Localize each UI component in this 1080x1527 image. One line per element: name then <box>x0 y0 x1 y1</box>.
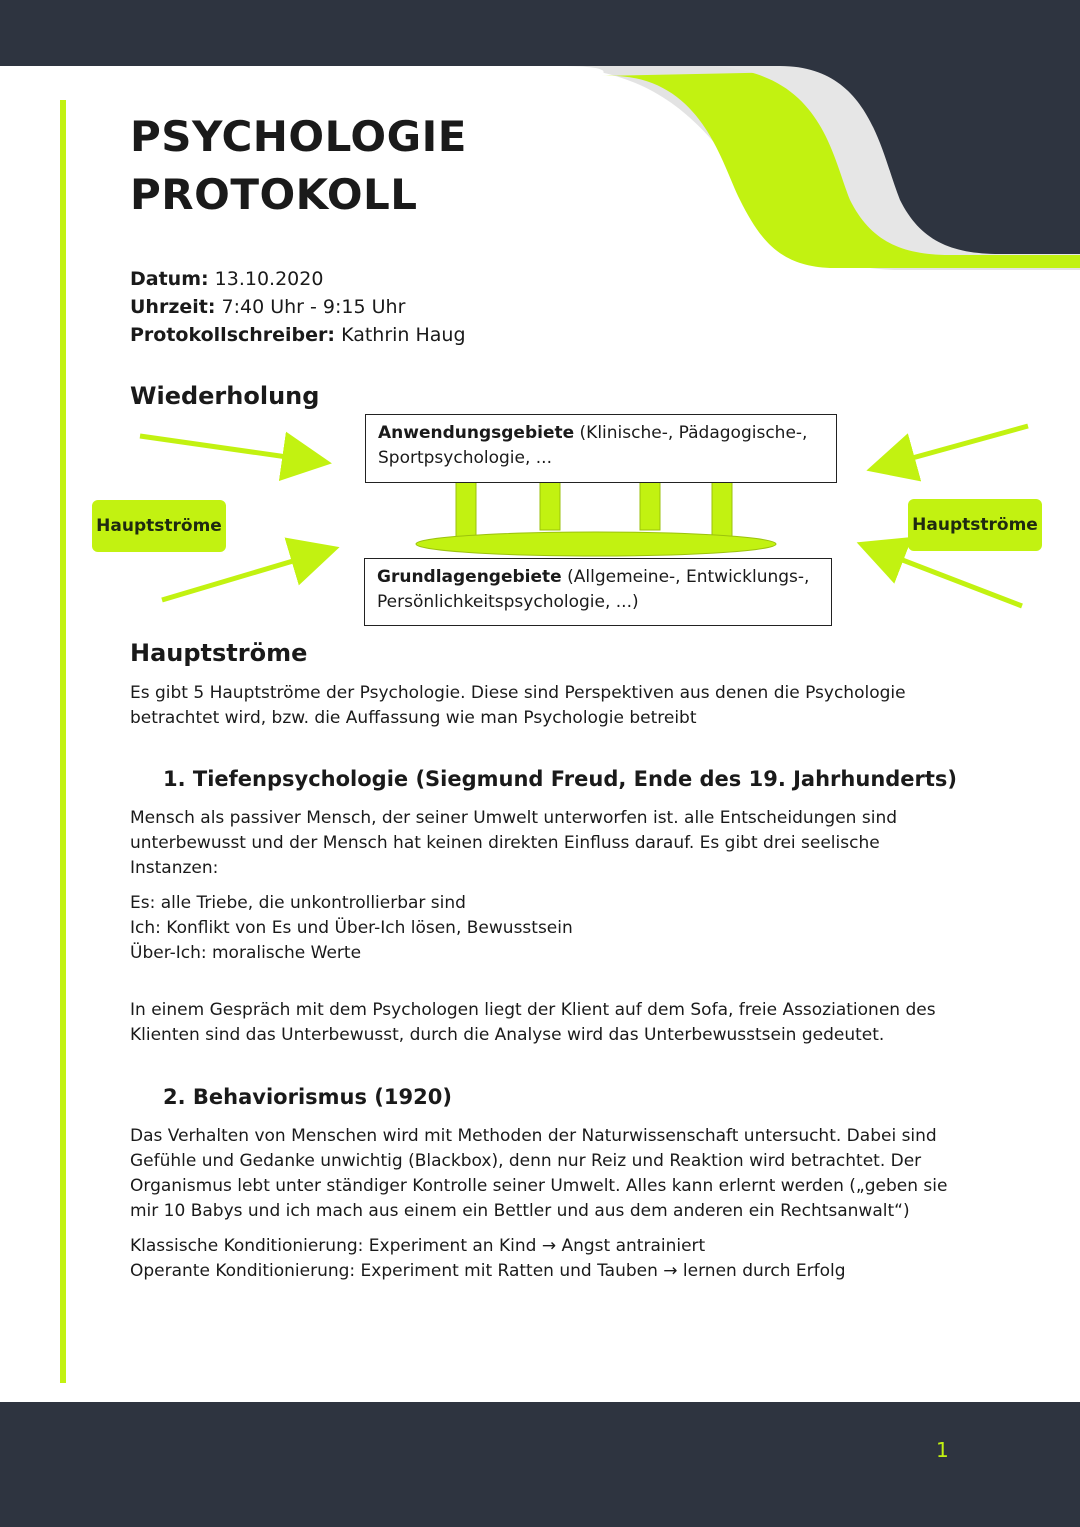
grundlagengebiete-box <box>364 558 832 626</box>
writer-row <box>130 321 466 349</box>
s1-p1-line-3: Instanzen: <box>130 858 219 878</box>
date-value: 13.10.2020 <box>214 268 324 290</box>
base-platform <box>416 532 776 556</box>
writer-label: Protokollschreiber: <box>130 324 336 346</box>
grundlagengebiete-label: Grundlagengebiete <box>377 567 562 587</box>
meta-block <box>130 265 466 349</box>
s2-p1-line-2: Gefühle und Gedanke unwichtig (Blackbox), denn nur Reiz und Reaktion wird betrachtet. Der <box>130 1151 922 1171</box>
time-value: 7:40 Uhr - 9:15 Uhr <box>221 296 406 318</box>
hauptstroeme-right-label: Hauptströme <box>908 499 1042 551</box>
wiederholung-heading: Wiederholung <box>130 382 320 410</box>
page-number: 1 <box>936 1438 949 1462</box>
arrow-bottom-right <box>866 546 1022 606</box>
anwendungsgebiete-detail-2: Sportpsychologie, ... <box>378 448 552 468</box>
arrow-top-right <box>876 426 1028 468</box>
s2-p1-line-4: mir 10 Babys und ich mach aus einem ein Bettler und aus dem anderen ein Rechtsanwalt“) <box>130 1201 910 1221</box>
anwendungsgebiete-detail-1: (Klinische-, Pädagogische-, <box>574 423 808 443</box>
time-row <box>130 293 466 321</box>
section2-heading: 2. Behaviorismus (1920) <box>163 1085 452 1109</box>
left-accent-line <box>60 100 66 1383</box>
s2-p1-line-1: Das Verhalten von Menschen wird mit Methoden der Naturwissenschaft untersucht. Dabei sind <box>130 1126 937 1146</box>
column-1 <box>456 482 476 544</box>
s1-p1-line-2: unterbewusst und der Mensch hat keinen direkten Einfluss darauf. Es gibt drei seelische <box>130 833 880 853</box>
hauptstroeme-heading: Hauptströme <box>130 639 308 667</box>
footer-band <box>0 1402 1080 1527</box>
intro-line-1: Es gibt 5 Hauptströme der Psychologie. Diese sind Perspektiven aus denen die Psychologie <box>130 683 906 703</box>
date-label: Datum: <box>130 268 209 290</box>
anwendungsgebiete-box <box>365 414 837 483</box>
grundlagengebiete-detail-2: Persönlichkeitspsychologie, ...) <box>377 592 639 612</box>
section1-heading: 1. Tiefenpsychologie (Siegmund Freud, Ende des 19. Jahrhunderts) <box>163 767 958 791</box>
s1-p2-line-2: Klienten sind das Unterbewusst, durch die Analyse wird das Unterbewusstsein gedeutet. <box>130 1025 885 1045</box>
s2-p1-line-3: Organismus lebt unter ständiger Kontrolle seiner Umwelt. Alles kann erlernt werden („geben sie <box>130 1176 948 1196</box>
grundlagengebiete-detail-1: (Allgemeine-, Entwicklungs-, <box>561 567 810 587</box>
hauptstroeme-left-label: Hauptströme <box>92 500 226 552</box>
time-label: Uhrzeit: <box>130 296 216 318</box>
hauptstroeme-intro <box>130 681 950 731</box>
column-4 <box>712 482 732 538</box>
title-line-2: PROTOKOLL <box>130 170 418 219</box>
arrow-bottom-left <box>162 550 330 600</box>
arrow-top-left <box>140 436 322 462</box>
instanz-es: Es: alle Triebe, die unkontrollierbar sind <box>130 893 466 913</box>
intro-line-2: betrachtet wird, bzw. die Auffassung wie man Psychologie betreibt <box>130 708 697 728</box>
column-3 <box>640 482 660 530</box>
instanz-ich: Ich: Konflikt von Es und Über-Ich lösen, Bewusstsein <box>130 918 573 938</box>
instanzen-list <box>130 891 950 966</box>
column-2 <box>540 482 560 530</box>
date-row <box>130 265 466 293</box>
klassische-konditionierung: Klassische Konditionierung: Experiment an Kind → Angst antrainiert <box>130 1236 706 1256</box>
writer-value: Kathrin Haug <box>341 324 466 346</box>
page-title <box>130 108 467 224</box>
s1-p2-line-1: In einem Gespräch mit dem Psychologen liegt der Klient auf dem Sofa, freie Assoziationen des <box>130 1000 936 1020</box>
title-line-1: PSYCHOLOGIE <box>130 112 467 161</box>
section2-paragraph-1 <box>130 1124 960 1224</box>
section1-paragraph-2 <box>130 998 950 1048</box>
s1-p1-line-1: Mensch als passiver Mensch, der seiner Umwelt unterworfen ist. alle Entscheidungen sind <box>130 808 898 828</box>
konditionierung-list <box>130 1234 950 1284</box>
section1-paragraph-1 <box>130 806 950 881</box>
anwendungsgebiete-label: Anwendungsgebiete <box>378 423 575 443</box>
operante-konditionierung: Operante Konditionierung: Experiment mit Ratten und Tauben → lernen durch Erfolg <box>130 1261 846 1281</box>
instanz-ueber-ich: Über-Ich: moralische Werte <box>130 943 362 963</box>
